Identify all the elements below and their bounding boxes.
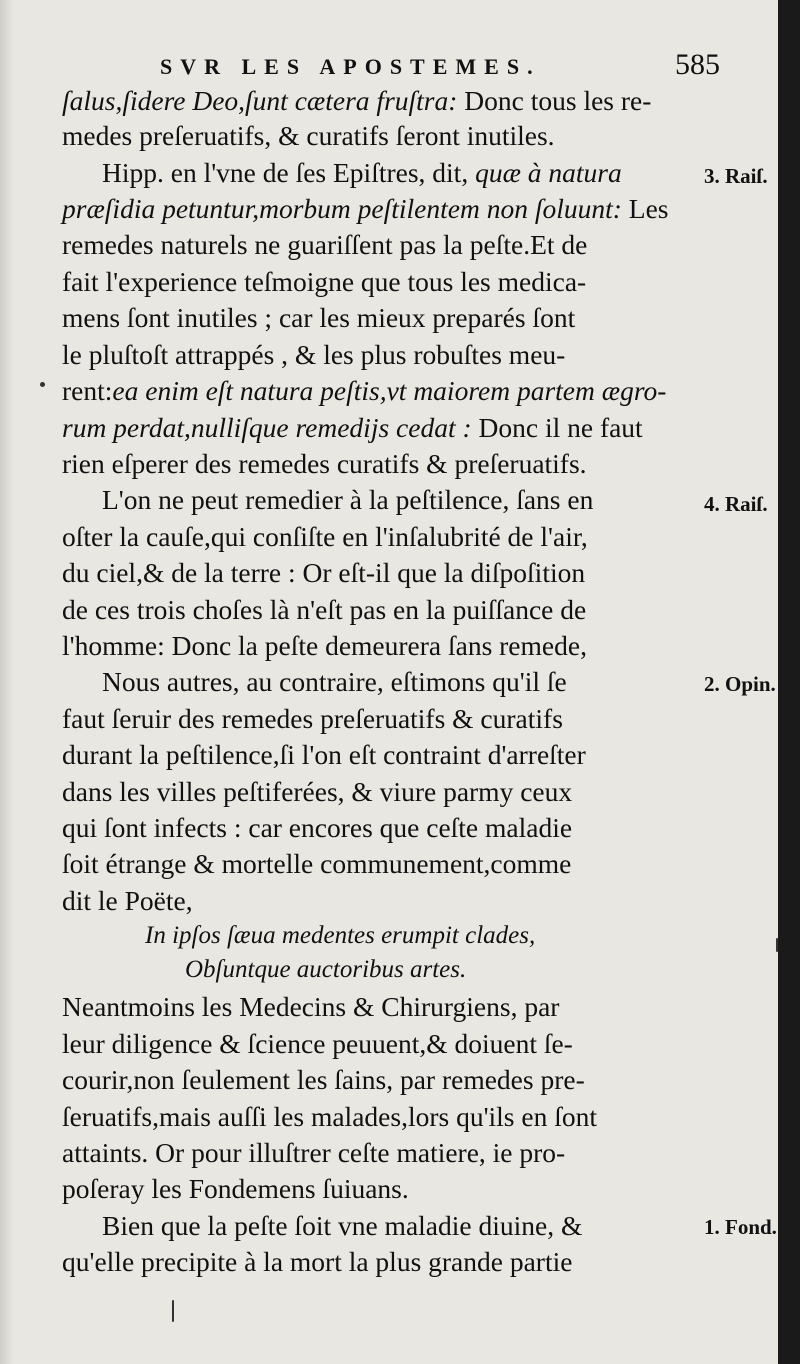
text-line: dit le Poëte, (62, 885, 193, 916)
text-line: attaints. Or pour illuſtrer ceſte matiere, ie pro- (62, 1137, 566, 1168)
page-number: 585 (675, 48, 720, 81)
text-line: ſoit étrange & mortelle communement,comme (62, 848, 572, 879)
text-line: faut ſeruir des remedes preſeruatifs & curatifs (62, 703, 563, 734)
text-line: qu'elle precipite à la mort la plus grande partie (62, 1246, 573, 1277)
ink-speck (40, 382, 45, 387)
text-line: remedes naturels ne guariſſent pas la peſte.Et de (62, 229, 588, 260)
text-line: du ciel,& de la terre : Or eſt-il que la diſpoſition (62, 557, 586, 588)
margin-note: 1. Fond. (704, 1215, 777, 1239)
text-line: rum perdat,nulliſque remedijs cedat : Donc il ne faut (62, 412, 643, 443)
text-line: medes preſeruatifs, & curatifs ſeront inutiles. (62, 120, 555, 151)
text-line: le pluſtoſt attrappés , & les plus robuſtes meu- (62, 339, 566, 370)
text-line: fait l'experience teſmoigne que tous les medica- (62, 266, 587, 297)
text-line: leur diligence & ſcience peuuent,& doiuent ſe- (62, 1028, 573, 1059)
running-title: SVR LES APOSTEMES. (160, 54, 541, 79)
running-header (160, 48, 720, 81)
text-line: Bien que la peſte ſoit vne maladie diuine, & (102, 1210, 583, 1241)
ink-speck (776, 938, 778, 952)
text-line: rien eſperer des remedes curatifs & preſeruatifs. (62, 448, 587, 479)
verse-line: In ipſos ſæua medentes erumpit clades, (145, 922, 536, 949)
verse-line: Obſuntque auctoribus artes. (185, 956, 467, 983)
text-line: mens ſont inutiles ; car les mieux preparés ſont (62, 302, 576, 333)
text-line: poſeray les Fondemens ſuiuans. (62, 1173, 409, 1204)
text-line: ſeruatifs,mais auſſi les malades,lors qu'ils en ſont (62, 1101, 597, 1132)
text-line: l'homme: Donc la peſte demeurera ſans remede, (62, 630, 587, 661)
text-line: durant la peſtilence,ſi l'on eſt contraint d'arreſter (62, 739, 586, 770)
text-line: Neantmoins les Medecins & Chirurgiens, par (62, 991, 560, 1022)
margin-note: 4. Raiſ. (704, 492, 768, 516)
text-line: dans les villes peſtiferées, & viure parmy ceux (62, 776, 573, 807)
text-line: de ces trois choſes là n'eſt pas en la puiſſance de (62, 594, 587, 625)
text-line: præſidia petuntur,morbum peſtilentem non ſoluunt: Les (62, 193, 669, 224)
text-line: ſalus,ſidere Deo,ſunt cætera fruſtra: Donc tous les re- (62, 85, 652, 116)
text-line: L'on ne peut remedier à la peſtilence, ſans en (102, 484, 594, 515)
text-line: rent:ea enim eſt natura peſtis,vt maiorem partem ægro- (62, 375, 667, 406)
text-line: Nous autres, au contraire, eſtimons qu'il ſe (102, 666, 567, 697)
text-line: qui ſont infects : car encores que ceſte maladie (62, 812, 573, 843)
text-line: oſter la cauſe,qui conſiſte en l'inſalubrité de l'air, (62, 521, 588, 552)
ink-speck (172, 1300, 174, 1322)
margin-note: 2. Opin. (704, 672, 776, 696)
margin-note: 3. Raiſ. (704, 164, 768, 188)
text-line: Hipp. en l'vne de ſes Epiſtres, dit, quæ à natura (102, 157, 622, 188)
text-line: courir,non ſeulement les ſains, par remedes pre- (62, 1064, 585, 1095)
